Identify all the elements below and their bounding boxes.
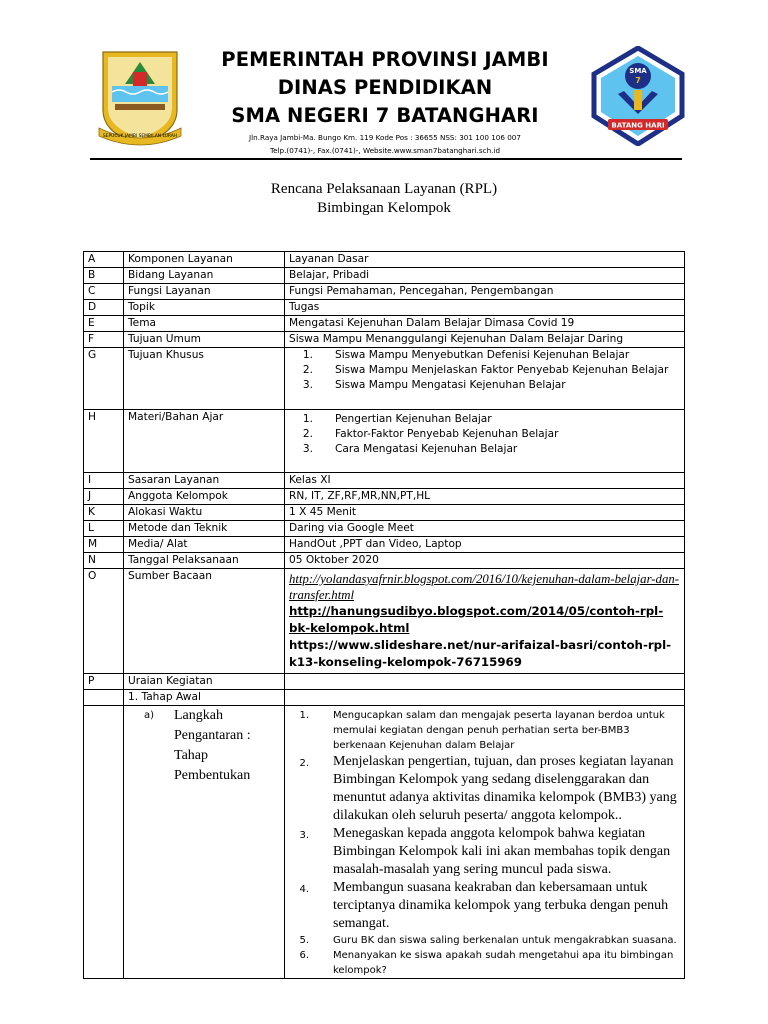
school-emblem-sma: SMA [629,67,647,75]
sub-stage [124,706,285,979]
list-number: 5. [299,935,309,946]
row-code: J [84,489,124,505]
row-value: Belajar, Pribadi [285,268,685,284]
row-value: RN, IT, ZF,RF,MR,NN,PT,HL [285,489,685,505]
list-number: 1. [302,349,313,361]
row-label: Uraian Kegiatan [124,674,285,690]
row-value: 05 Oktober 2020 [285,553,685,569]
list-text: Pengertian Kejenuhan Belajar [335,413,492,425]
row-code: M [84,537,124,553]
row-code: N [84,553,124,569]
row-code: L [84,521,124,537]
row-value: 1 X 45 Menit [285,505,685,521]
letterhead-address: Jln.Raya Jambi-Ma. Bungo Km. 119 Kode Pos : 36655 NSS: 301 100 106 007 [249,133,521,142]
row-label: Media/ Alat [124,537,285,553]
list-item [289,948,680,978]
list-item [289,879,680,933]
document-title [0,180,768,218]
list-text: Faktor-Faktor Penyebab Kejenuhan Belajar [335,428,559,440]
table-row [84,521,685,537]
row-code: G [84,348,124,410]
row-value: Daring via Google Meet [285,521,685,537]
list-item [289,412,680,427]
list-item [289,378,680,393]
list-text: Membangun suasana keakraban dan kebersamaan untuk terciptanya dinamika kelompok yang terbuka dengan penuh semangat. [333,880,669,931]
school-emblem-icon [588,46,688,146]
letterhead-government: PEMERINTAH PROVINSI JAMBI [221,48,549,71]
list-item [289,442,680,457]
list-number: 2. [302,364,313,376]
row-value [285,706,685,979]
row-code: A [84,252,124,268]
row-label: Anggota Kelompok [124,489,285,505]
emblem-motto: SEPUCUK JAMBI SEMBILAN LURAH [102,134,178,139]
list-text: Menegaskan kepada anggota kelompok bahwa kegiatan Bimbingan Kelompok kali ini akan membahas topik dengan masalah-masalah yang sering muncul pada siswa. [333,826,671,877]
row-value [285,569,685,674]
row-label: Topik [124,300,285,316]
list-item [289,933,680,948]
letterhead [200,46,570,156]
table-row [84,300,685,316]
list-number: 2. [302,428,313,440]
list-number: 3. [299,830,309,841]
list-item [289,708,680,753]
row-label: Komponen Layanan [124,252,285,268]
row-label: Tujuan Khusus [124,348,285,410]
list-text: Menanyakan ke siswa apakah sudah mengetahui apa itu bimbingan kelompok? [333,950,674,976]
table-row [84,284,685,300]
row-value [285,674,685,690]
list-text: Cara Mengatasi Kejenuhan Belajar [335,443,518,455]
row-label: Tema [124,316,285,332]
row-label: Tujuan Umum [124,332,285,348]
row-code: F [84,332,124,348]
row-value: HandOut ,PPT dan Video, Laptop [285,537,685,553]
letterhead-contact: Telp.(0741)-, Fax.(0741)-, Website.www.sman7batanghari.sch.id [269,146,501,155]
row-label: Materi/Bahan Ajar [124,410,285,473]
list-text: Siswa Mampu Menjelaskan Faktor Penyebab Kejenuhan Belajar [335,364,669,376]
list-item [289,348,680,363]
table-row [84,473,685,489]
source-link-1[interactable]: http://yolandasyafrnir.blogspot.com/2016/10/kejenuhan-dalam-belajar-dan-transfer.html [289,572,680,602]
list-item [289,753,680,825]
row-code: P [84,674,124,690]
row-code: O [84,569,124,674]
row-code: I [84,473,124,489]
list-text: Mengucapkan salam dan mengajak peserta layanan berdoa untuk memulai kegiatan dengan penuh perhatian serta ber-BMB3 berkenaan Kejenuhan dalam Belajar [333,710,665,751]
table-row [84,348,685,410]
list-number: 1. [299,710,309,721]
tujuan-khusus-list [289,348,680,393]
table-row [84,537,685,553]
row-label: Metode dan Teknik [124,521,285,537]
school-emblem-name: BATANG HARI [611,121,665,130]
row-code: C [84,284,124,300]
list-number: 4. [299,884,309,895]
table-row [84,553,685,569]
row-code: B [84,268,124,284]
letterhead-divider [90,158,682,160]
table-row [84,268,685,284]
list-number: 6. [299,950,309,961]
row-label: Tanggal Pelaksanaan [124,553,285,569]
rpl-table [83,251,685,979]
row-value: Siswa Mampu Menanggulangi Kejenuhan Dalam Belajar Daring [285,332,685,348]
row-code: E [84,316,124,332]
school-emblem-number: 7 [635,76,641,85]
row-code: D [84,300,124,316]
letterhead-office: DINAS PENDIDIKAN [277,76,493,99]
row-value: Kelas XI [285,473,685,489]
list-number: 3. [302,379,313,391]
list-text: Siswa Mampu Mengatasi Kejenuhan Belajar [335,379,566,391]
row-value: Fungsi Pemahaman, Pencegahan, Pengembangan [285,284,685,300]
table-row [84,316,685,332]
row-value [285,348,685,410]
list-number: 3. [302,443,313,455]
list-number: 1. [302,413,313,425]
document-title-line2: Bimbingan Kelompok [317,200,451,216]
table-row [84,690,685,706]
row-label: Alokasi Waktu [124,505,285,521]
row-label: Fungsi Layanan [124,284,285,300]
sub-stage-letter: a) [144,710,155,721]
row-label: Sasaran Layanan [124,473,285,489]
source-link-2[interactable]: http://hanungsudibyo.blogspot.com/2014/05/contoh-rpl-bk-kelompok.html [289,604,664,635]
row-code: H [84,410,124,473]
letterhead-school: SMA NEGERI 7 BATANGHARI [231,104,539,127]
kegiatan-steps-list [289,708,680,978]
sub-stage-label: Langkah Pengantaran : Tahap Pembentukan [174,708,251,783]
list-text: Guru BK dan siswa saling berkenalan untuk mengakrabkan suasana. [333,935,677,946]
row-label: Bidang Layanan [124,268,285,284]
source-link-3[interactable]: https://www.slideshare.net/nur-arifaizal-basri/contoh-rpl-k13-konseling-kelompok-76715969 [289,638,672,669]
list-number: 2. [299,758,309,769]
table-row [84,410,685,473]
table-row [84,569,685,674]
materi-list [289,410,680,457]
list-text: Menjelaskan pengertian, tujuan, dan proses kegiatan layanan Bimbingan Kelompok yang sedang diselenggarakan dan menuntut adanya aktivitas dinamika kelompok (BMB3) yang dilakukan oleh seluruh peserta/ anggota kelompok.. [333,754,677,823]
row-label: Sumber Bacaan [124,569,285,674]
stage-label: 1. Tahap Awal [124,690,285,706]
table-row [84,252,685,268]
row-value: Layanan Dasar [285,252,685,268]
document-title-line1: Rencana Pelaksanaan Layanan (RPL) [270,181,498,197]
row-value: Mengatasi Kejenuhan Dalam Belajar Dimasa Covid 19 [285,316,685,332]
list-item [289,825,680,879]
list-item [289,363,680,378]
row-code: K [84,505,124,521]
jambi-province-emblem-icon [95,48,185,146]
table-row [84,332,685,348]
list-item [289,427,680,442]
table-row [84,489,685,505]
list-text: Siswa Mampu Menyebutkan Defenisi Kejenuhan Belajar [335,349,630,361]
row-value: Tugas [285,300,685,316]
table-row [84,505,685,521]
table-row [84,674,685,690]
row-value [285,410,685,473]
table-row [84,706,685,979]
